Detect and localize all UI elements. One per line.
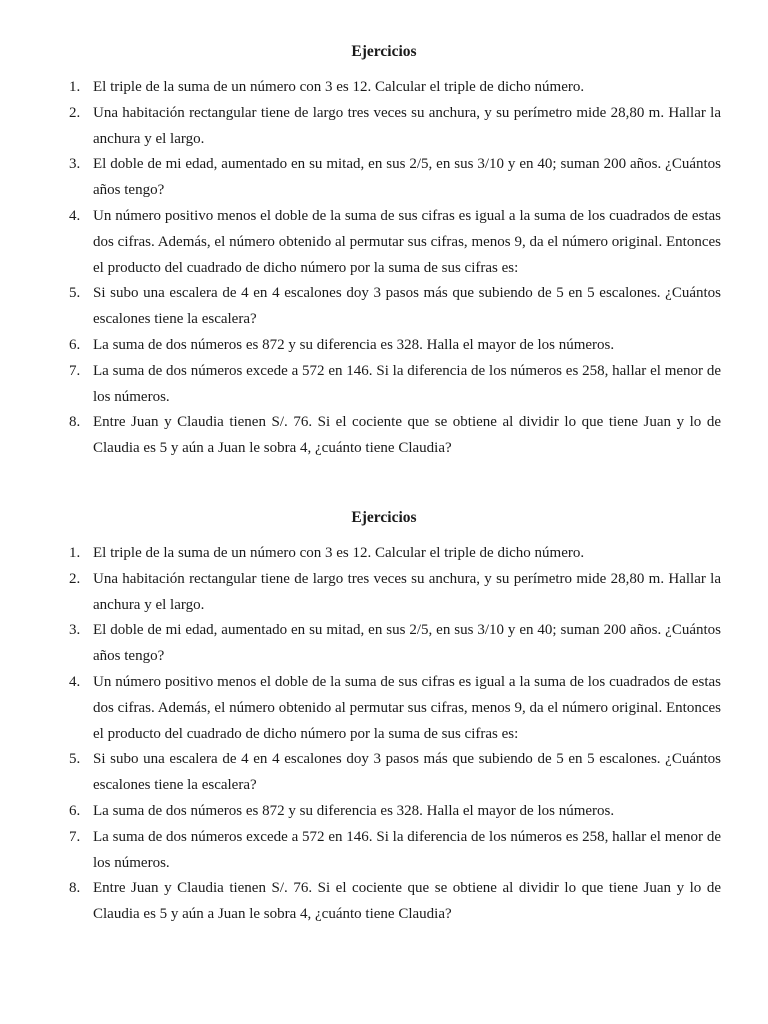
exercise-item [0, 618, 768, 670]
exercise-text: Si subo una escalera de 4 en 4 escalones doy 3 pasos más que subiendo de 5 en 5 escalones. ¿Cuántos escalones tiene la escalera? [93, 285, 721, 328]
exercise-item [0, 541, 768, 567]
exercise-text: La suma de dos números es 872 y su diferencia es 328. Halla el mayor de los números. [93, 336, 615, 353]
exercise-number: 2. [69, 570, 81, 587]
exercise-list [0, 75, 768, 462]
exercise-text: Una habitación rectangular tiene de largo tres veces su anchura, y su perímetro mide 28,80 m. Hallar la anchura y el largo. [93, 570, 721, 613]
exercise-text: Entre Juan y Claudia tienen S/. 76. Si el cociente que se obtiene al dividir lo que tiene Juan y lo de Claudia es 5 y aún a Juan le sobra 4, ¿cuánto tiene Claudia? [93, 414, 721, 457]
exercise-item [0, 410, 768, 462]
exercise-list [0, 541, 768, 928]
exercise-section [0, 41, 768, 462]
exercise-item [0, 670, 768, 747]
exercise-number: 6. [69, 336, 81, 353]
exercise-text: El triple de la suma de un número con 3 es 12. Calcular el triple de dicho número. [93, 545, 585, 561]
exercise-section [0, 507, 768, 928]
exercise-number: 7. [69, 828, 81, 845]
exercise-item [0, 101, 768, 153]
exercise-item [0, 747, 768, 799]
exercise-text: Una habitación rectangular tiene de largo tres veces su anchura, y su perímetro mide 28,80 m. Hallar la anchura y el largo. [93, 104, 721, 147]
exercise-number: 4. [69, 673, 81, 690]
exercise-item [0, 359, 768, 411]
exercise-number: 8. [69, 880, 81, 897]
exercise-number: 7. [69, 362, 81, 379]
exercise-number: 3. [69, 622, 81, 639]
exercise-text: El triple de la suma de un número con 3 es 12. Calcular el triple de dicho número. [93, 79, 585, 95]
exercise-text: La suma de dos números excede a 572 en 146. Si la diferencia de los números es 258, hallar el menor de los números. [93, 828, 721, 871]
exercise-text: Un número positivo menos el doble de la suma de sus cifras es igual a la suma de los cuadrados de estas dos cifras. Además, el número obtenido al permutar sus cifras, menos 9, da el número original. Entonces el producto del cuadrado de dicho número por la suma de sus cifras es: [93, 673, 721, 742]
exercise-item [0, 333, 768, 359]
exercise-number: 6. [69, 802, 81, 819]
exercise-text: El doble de mi edad, aumentado en su mitad, en sus 2/5, en sus 3/10 y en 40; suman 200 años. ¿Cuántos años tengo? [93, 156, 721, 199]
exercise-item [0, 825, 768, 877]
exercise-item [0, 876, 768, 928]
exercise-text: Un número positivo menos el doble de la suma de sus cifras es igual a la suma de los cuadrados de estas dos cifras. Además, el número obtenido al permutar sus cifras, menos 9, da el número original. Entonces el producto del cuadrado de dicho número por la suma de sus cifras es: [93, 207, 721, 276]
section-title: Ejercicios [351, 43, 417, 60]
exercise-number: 1. [69, 545, 81, 561]
exercise-number: 8. [69, 414, 81, 431]
exercise-number: 4. [69, 207, 81, 224]
exercise-text: Si subo una escalera de 4 en 4 escalones doy 3 pasos más que subiendo de 5 en 5 escalones. ¿Cuántos escalones tiene la escalera? [93, 751, 721, 794]
exercise-item [0, 799, 768, 825]
exercise-number: 3. [69, 156, 81, 173]
exercise-number: 1. [69, 79, 81, 95]
exercise-number: 5. [69, 751, 81, 768]
exercise-item [0, 567, 768, 619]
exercise-text: La suma de dos números excede a 572 en 146. Si la diferencia de los números es 258, hallar el menor de los números. [93, 362, 721, 405]
exercise-number: 5. [69, 285, 81, 302]
exercise-item [0, 75, 768, 101]
exercise-text: La suma de dos números es 872 y su diferencia es 328. Halla el mayor de los números. [93, 802, 615, 819]
exercise-item [0, 281, 768, 333]
exercise-item [0, 152, 768, 204]
exercise-item [0, 204, 768, 281]
section-title: Ejercicios [351, 509, 417, 526]
exercise-text: Entre Juan y Claudia tienen S/. 76. Si el cociente que se obtiene al dividir lo que tiene Juan y lo de Claudia es 5 y aún a Juan le sobra 4, ¿cuánto tiene Claudia? [93, 880, 721, 923]
exercise-number: 2. [69, 104, 81, 121]
exercise-text: El doble de mi edad, aumentado en su mitad, en sus 2/5, en sus 3/10 y en 40; suman 200 años. ¿Cuántos años tengo? [93, 622, 721, 665]
